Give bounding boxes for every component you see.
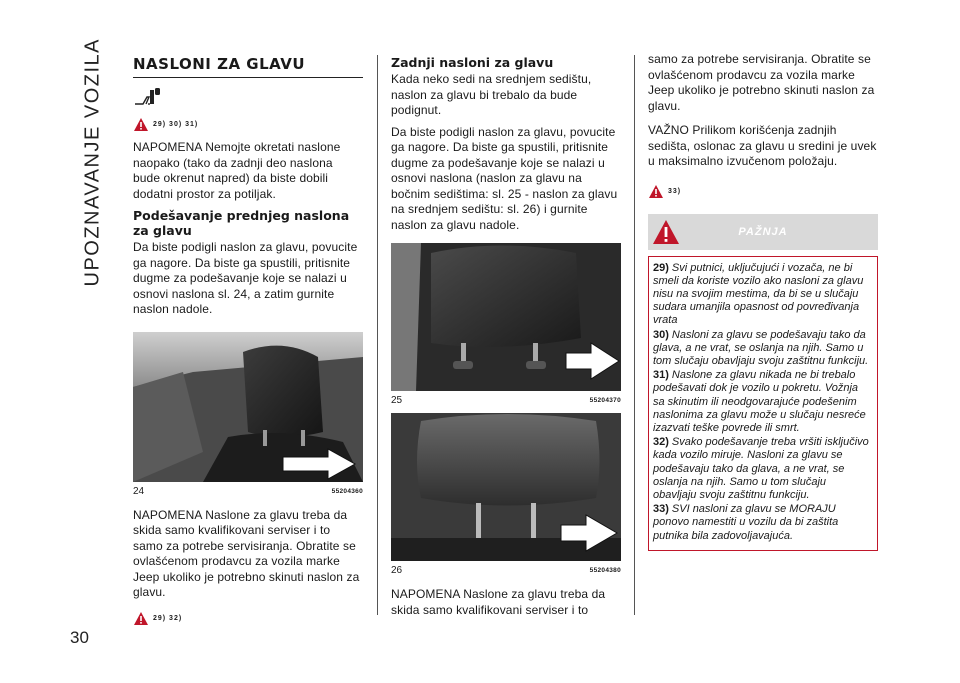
front-headrest-illustration — [133, 332, 363, 482]
warning-reference — [133, 114, 363, 134]
warning-item-number: 31) — [653, 369, 669, 382]
column-divider — [377, 55, 378, 615]
rear-side-headrest-illustration — [391, 243, 621, 391]
warning-item-number: 30) — [653, 328, 669, 341]
warning-item-text: Nasloni za glavu se podešavaju tako da glava, a ne vrat, se oslanja na njih. Samo u tom slučaju obavljaju svoju zaštitnu funkciju. — [653, 328, 869, 367]
warning-reference — [648, 182, 878, 202]
chapter-title-text: UPOZNAVANJE VOZILA — [81, 37, 104, 287]
chapter-side-title — [76, 37, 106, 295]
figure-caption — [391, 565, 621, 577]
subsection-heading: Podešavanje prednjeg naslona za glavu — [133, 208, 350, 238]
warning-refs: 33) — [668, 188, 682, 195]
warning-item — [653, 262, 871, 328]
warning-item-text: SVI nasloni za glavu se MORAJU ponovo namestiti u vozilu da bi zaštita putnika bila zadovoljavajuća. — [653, 503, 839, 542]
subsection-heading: Zadnji nasloni za glavu — [391, 55, 554, 70]
column-1 — [133, 55, 363, 629]
warning-item-text: Svako podešavanje treba vršiti isključivo kada vozilo miruje. Nasloni za glavu se podešavaju tako da glava, a ne vrat, se oslanja na njih. Samo u tom slučaju obavljaju svoju zaštitnu funkciju. — [653, 436, 869, 501]
warning-refs: 29) 30) 31) — [153, 120, 199, 128]
section-heading: NASLONI ZA GLAVU — [133, 55, 363, 78]
warning-box-title: PAŽNJA — [738, 225, 788, 238]
warning-box-body — [648, 256, 878, 551]
warning-box — [648, 214, 878, 551]
front-headrest-photo — [133, 332, 363, 482]
figure-number: 25 — [391, 395, 403, 406]
figure-code: 55204380 — [589, 567, 621, 574]
warning-triangle-icon — [133, 611, 149, 626]
column-3 — [648, 52, 878, 551]
warning-item — [653, 436, 871, 502]
warning-item — [653, 503, 871, 543]
note-paragraph: NAPOMENA Naslone za glavu treba da skida samo kvalifikovani serviser i to samo za potrebe servisiranja. Obratite se ovlašćenom prodavcu za vozila marke Jeep ukoliko je potrebno skinuti naslon za glavu. — [133, 507, 360, 599]
figure-number: 24 — [133, 485, 145, 497]
figure-code: 55204370 — [589, 397, 621, 404]
warning-refs: 29) 32) — [153, 615, 183, 622]
warning-triangle-icon — [648, 184, 664, 199]
rear-side-headrest-photo — [391, 243, 621, 391]
warning-item — [653, 329, 871, 369]
warning-reference — [133, 609, 363, 629]
column-divider — [634, 55, 635, 615]
warning-item-text: Naslone za glavu nikada ne bi trebalo podešavati dok je vozilo u pokretu. Vožnja sa skinutim ili neodgovarajuće podešenim naslonima za glavu može u slučaju nesreće izazvati teške povrede ili smrt. — [653, 369, 866, 434]
warning-triangle-icon — [133, 117, 149, 132]
warning-box-header — [648, 214, 878, 250]
rear-center-headrest-photo — [391, 413, 621, 561]
warning-triangle-icon — [652, 219, 680, 245]
important-paragraph: VAŽNO Prilikom korišćenja zadnjih sedišta, oslonac za glavu u sredini je uvek u maksimalno izvučenom položaju. — [648, 123, 877, 168]
note-paragraph: NAPOMENA Nemojte okretati naslone naopako (tako da zadnji deo naslona bude okrenut napred) da biste dobili dodatni prostor za potiljak. — [133, 140, 341, 201]
column-2 — [391, 55, 621, 618]
figure-26 — [391, 413, 621, 577]
rear-center-headrest-illustration — [391, 413, 621, 561]
warning-item — [653, 369, 871, 435]
figure-25 — [391, 243, 621, 407]
body-paragraph: samo za potrebe servisiranja. Obratite se ovlašćenom prodavcu za vozila marke Jeep ukoliko je potrebno skinuti naslon za glavu. — [648, 52, 875, 113]
body-paragraph: Kada neko sedi na srednjem sedištu, naslon za glavu bi trebalo da bude podignut. — [391, 72, 592, 117]
figure-24 — [133, 332, 363, 498]
seat-icon-row — [133, 88, 363, 108]
figure-code: 55204360 — [331, 487, 363, 495]
warning-item-number: 33) — [653, 503, 669, 516]
warning-item-text: Svi putnici, uključujući i vozača, ne bi smeli da koriste vozilo ako nasloni za glavu nisu na svojim mestima, da bi se u slučaju sudara umanjila opasnost od povređivanja vrata — [653, 261, 864, 327]
body-paragraph: Da biste podigli naslon za glavu, povucite ga nagore. Da biste ga spustili, pritisnite dugme za podešavanje koje se nalazi u osnovi naslona sl. 24, a zatim gurnite naslon nadole. — [133, 240, 358, 316]
seat-headrest-icon — [133, 88, 163, 108]
warning-item-number: 29) — [653, 261, 669, 274]
warning-item-number: 32) — [653, 436, 669, 449]
figure-number: 26 — [391, 565, 403, 576]
figure-caption — [133, 486, 363, 498]
note-paragraph: NAPOMENA Naslone za glavu treba da skida samo kvalifikovani serviser i to — [391, 587, 606, 617]
figure-caption — [391, 395, 621, 407]
page-number: 30 — [70, 628, 89, 647]
body-paragraph: Da biste podigli naslon za glavu, povucite ga nagore. Da biste ga spustili, pritisnite dugme za podešavanje koje se nalazi u osnovi naslona (naslon za glavu na bočnim sedištima: sl. 25 - naslon za glavu na srednjem sedištu: sl. 26) i gurnite naslon za glavu nadole. — [391, 124, 618, 232]
